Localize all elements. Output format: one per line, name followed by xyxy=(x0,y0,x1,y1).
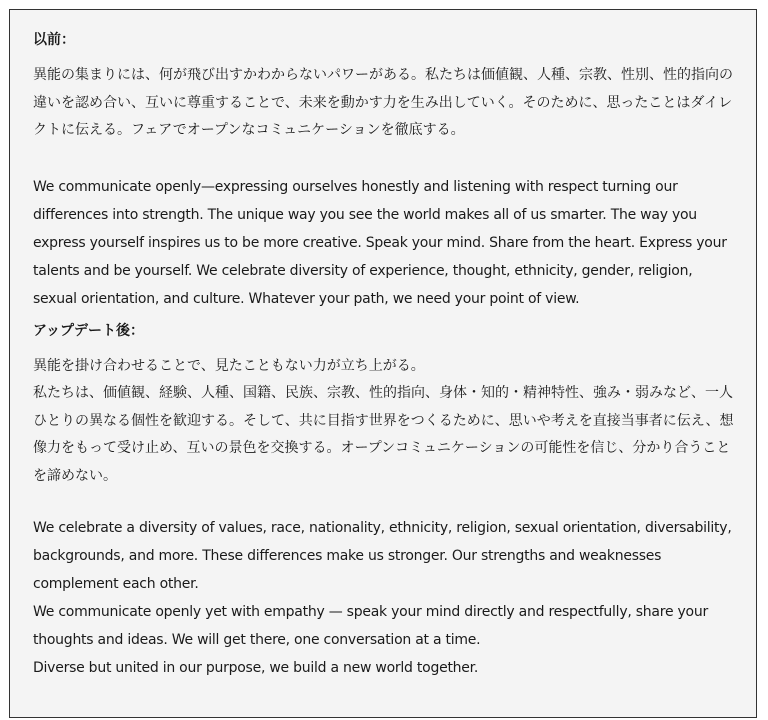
after-japanese-lead: 異能を掛け合わせることで、見たこともない力が立ち上がる。 xyxy=(33,357,425,374)
after-english-paragraph-1: We celebrate a diversity of values, race, nationality, ethnicity, religion, sexual orientation, diversability, backgrounds, and more. These differences make us stronger. Our strengths and weaknesses complement each other. xyxy=(33,520,732,592)
after-english-paragraph-2: We communicate openly yet with empathy — speak your mind directly and respectfully, share your thoughts and ideas. We will get there, one conversation at a time. xyxy=(33,604,708,648)
before-english-paragraph: We communicate openly—expressing ourselves honestly and listening with respect turning our differences into strength. The unique way you see the world makes all of us smarter. The way you express yourself inspires us to be more creative. Speak your mind. Share from the heart. Express your talents and be yourself. We celebrate diversity of experience, thought, ethnicity, gender, religion, sexual orientation, and culture. Whatever your path, we need your point of view. xyxy=(33,178,727,307)
content-panel xyxy=(9,9,757,718)
before-heading: 以前： xyxy=(33,32,75,48)
after-english-paragraph-3: Diverse but united in our purpose, we build a new world together. xyxy=(33,660,479,676)
spacer xyxy=(33,490,734,514)
spacer xyxy=(33,145,734,173)
after-japanese-paragraph: 私たちは、価値観、経験、人種、国籍、民族、宗教、性的指向、身体・知的・精神特性、強み・弱みなど、一人ひとりの異なる個性を歓迎する。そして、共に目指す世界をつくるために、思いや考えを直接当事者に伝え、想像力をもって受け止め、互いの景色を交換する。オープンコミュニケーションの可能性を信じ、分かり合うことを諦めない。 xyxy=(33,385,734,484)
spacer xyxy=(33,313,734,321)
before-japanese-paragraph: 異能の集まりには、何が飛び出すかわからないパワーがある。私たちは価値観、人種、宗教、性別、性的指向の違いを認め合い、互いに尊重することで、未来を動かす力を生み出していく。そのために、思ったことはダイレクトに伝える。フェアでオープンなコミュニケーションを徹底する。 xyxy=(33,67,733,138)
after-heading: アップデート後： xyxy=(33,322,145,339)
